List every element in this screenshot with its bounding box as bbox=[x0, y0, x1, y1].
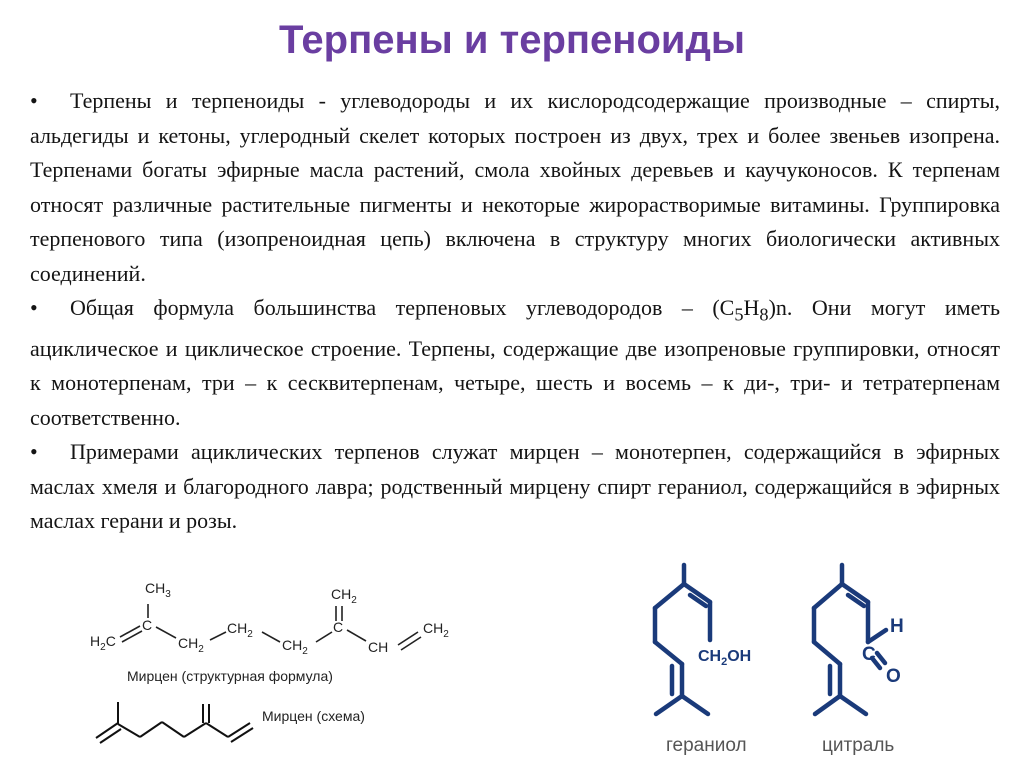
ch3-label: $CH_3$ bbox=[145, 580, 171, 600]
citral-o-label: O bbox=[886, 666, 901, 687]
formula-subscript-5: 5 bbox=[734, 304, 744, 325]
myrcene-skeletal-scheme bbox=[96, 702, 253, 743]
citral-h-label: H bbox=[890, 616, 904, 637]
geraniol-citral-illustration bbox=[622, 560, 1014, 760]
ch-label: CH bbox=[368, 639, 389, 655]
ch2-end-label: $CH_2$ bbox=[423, 620, 449, 640]
citral-c-label: C bbox=[862, 644, 876, 665]
paragraph-3-text: Примерами ациклических терпенов служат мирцен – монотерпен, содержащийся в эфирных маслах хмеля и благородного лавра; родственный мирцену спирт гераниол, содержащийся в эфирных маслах герани и розы. bbox=[30, 439, 1000, 534]
ch2-top-label: $CH_2$ bbox=[331, 586, 357, 606]
geraniol-group-label: $CH_2OH$ bbox=[698, 648, 752, 668]
bullet-icon: • bbox=[30, 439, 38, 465]
geraniol-caption: гераниол bbox=[666, 735, 747, 756]
h2c-label: $H_2C$ bbox=[90, 633, 116, 653]
myrcene-structural-caption: Мирцен (структурная формула) bbox=[127, 668, 333, 684]
paragraph-2-text-end: )n. Они могут иметь ациклическое и циклическое строение. Терпены, содержащие две изопреновые группировки, относят к монотерпенам, три – к сесквитерпенам, четыре, шесть и восемь – к ди-, три- и тетратерпенам соответственно. bbox=[30, 295, 1000, 430]
bullet-icon: • bbox=[30, 88, 38, 113]
bullet-icon: • bbox=[30, 295, 38, 320]
ch2-b-label: $CH_2$ bbox=[227, 620, 253, 640]
paragraph-1-text: Терпены и терпеноиды - углеводороды и их кислородсодержащие производные – спирты, альдегиды и кетоны, углеродный скелет которых построен из двух, трех и более звеньев изопрена. Терпенами богаты эфирные масла растений, смола хвойных деревьев и каучуконосов. К терпенам относят различные растительные пигменты и некоторые жирорастворимые витамины. Группировка терпенового типа (изопреноидная цепь) включена в структуру многих биологически активных соединений. bbox=[30, 88, 1000, 286]
formula-subscript-8: 8 bbox=[759, 304, 769, 325]
citral-caption: цитраль bbox=[822, 735, 895, 756]
paragraph-2-text-start: Общая формула большинства терпеновых углеводородов – (C bbox=[70, 295, 735, 320]
ch2-c-label: $CH_2$ bbox=[282, 637, 308, 657]
formula-h: H bbox=[743, 295, 760, 320]
page-title: Терпены и терпеноиды bbox=[278, 18, 746, 62]
myrcene-scheme-caption: Мирцен (схема) bbox=[262, 708, 365, 724]
c1-label: C bbox=[142, 617, 153, 633]
ch2-a-label: $CH_2$ bbox=[178, 635, 204, 655]
c2-label: C bbox=[333, 619, 344, 635]
